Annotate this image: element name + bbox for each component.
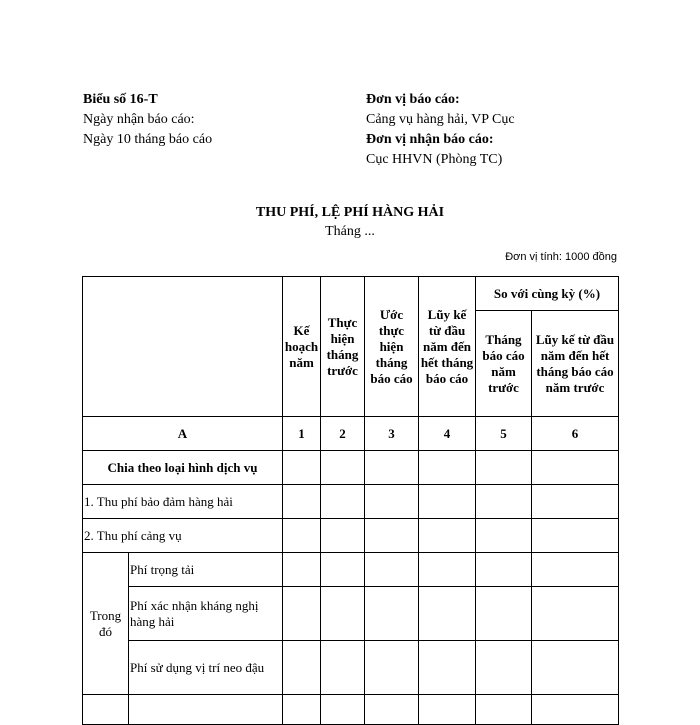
table-cell bbox=[321, 695, 365, 725]
table-cell bbox=[283, 695, 321, 725]
sub-row-label-2: Phí xác nhận kháng nghị hàng hải bbox=[129, 587, 283, 641]
table-cell bbox=[476, 553, 532, 587]
table-cell bbox=[476, 641, 532, 695]
table-cell bbox=[476, 695, 532, 725]
table-cell bbox=[419, 451, 476, 485]
table-cell bbox=[419, 553, 476, 587]
table-cell bbox=[365, 519, 419, 553]
table-cell bbox=[83, 695, 129, 725]
header-left bbox=[83, 90, 212, 150]
col-header-accum: Lũy kế từ đầu năm đến hết tháng báo cáo bbox=[419, 277, 476, 417]
table-cell bbox=[365, 695, 419, 725]
table-cell bbox=[419, 519, 476, 553]
row-label-2: 2. Thu phí cảng vụ bbox=[83, 519, 283, 553]
table-cell bbox=[321, 587, 365, 641]
table-cell bbox=[365, 641, 419, 695]
reporting-unit-value: Cảng vụ hàng hải, VP Cục bbox=[366, 112, 515, 127]
receiving-unit-label: Đơn vị nhận báo cáo: bbox=[366, 132, 494, 147]
table-cell bbox=[283, 587, 321, 641]
table-cell bbox=[283, 641, 321, 695]
reporting-unit-label: Đơn vị báo cáo: bbox=[366, 92, 460, 107]
col-header-compare: So với cùng kỳ (%) bbox=[476, 277, 619, 311]
header-blank-cell bbox=[83, 277, 283, 417]
table-cell bbox=[476, 485, 532, 519]
table-cell bbox=[129, 695, 283, 725]
table-cell bbox=[321, 485, 365, 519]
col-header-plan: Kế hoạch năm bbox=[283, 277, 321, 417]
col-header-compare-accum: Lũy kế từ đầu năm đến hết tháng báo cáo năm trước bbox=[532, 311, 619, 417]
table-cell bbox=[365, 485, 419, 519]
document-title: THU PHÍ, LỆ PHÍ HÀNG HẢI bbox=[255, 205, 445, 220]
table-cell bbox=[532, 695, 619, 725]
table-cell bbox=[532, 553, 619, 587]
table-cell bbox=[321, 451, 365, 485]
row-label-1: 1. Thu phí bảo đảm hàng hải bbox=[83, 485, 283, 519]
form-number: Biểu số 16-T bbox=[83, 92, 158, 107]
table-cell bbox=[365, 587, 419, 641]
table-cell bbox=[283, 485, 321, 519]
table-cell bbox=[283, 553, 321, 587]
col-number-3: 3 bbox=[365, 417, 419, 451]
table-cell bbox=[283, 451, 321, 485]
receive-date-value: Ngày 10 tháng báo cáo bbox=[83, 132, 213, 147]
col-number-2: 2 bbox=[321, 417, 365, 451]
col-header-compare-month: Tháng báo cáo năm trước bbox=[476, 311, 532, 417]
table-cell bbox=[283, 519, 321, 553]
table-cell bbox=[476, 451, 532, 485]
receive-date-label: Ngày nhận báo cáo: bbox=[83, 112, 195, 127]
table-cell bbox=[365, 451, 419, 485]
table-cell bbox=[532, 519, 619, 553]
table-cell bbox=[365, 553, 419, 587]
table-cell bbox=[419, 587, 476, 641]
table-cell bbox=[419, 485, 476, 519]
sub-row-label-1: Phí trọng tải bbox=[129, 553, 283, 587]
unit-note: Đơn vị tính: 1000 đồng bbox=[505, 251, 617, 263]
col-header-estimate: Ước thực hiện tháng báo cáo bbox=[365, 277, 419, 417]
table-cell bbox=[321, 519, 365, 553]
table-cell bbox=[419, 695, 476, 725]
table-cell bbox=[321, 553, 365, 587]
document-month: Tháng ... bbox=[325, 224, 375, 239]
header-right bbox=[366, 90, 515, 170]
fee-table bbox=[82, 276, 619, 725]
table-cell bbox=[321, 641, 365, 695]
table-cell bbox=[532, 451, 619, 485]
col-number-6: 6 bbox=[532, 417, 619, 451]
sub-row-label-3: Phí sử dụng vị trí neo đậu bbox=[129, 641, 283, 695]
col-number-4: 4 bbox=[419, 417, 476, 451]
col-number-1: 1 bbox=[283, 417, 321, 451]
table-cell bbox=[419, 641, 476, 695]
section-title: Chia theo loại hình dịch vụ bbox=[83, 451, 283, 485]
table-cell bbox=[476, 587, 532, 641]
col-number-a: A bbox=[83, 417, 283, 451]
table-cell bbox=[476, 519, 532, 553]
col-header-prev-month: Thực hiện tháng trước bbox=[321, 277, 365, 417]
table-cell bbox=[532, 587, 619, 641]
group-label: Trong đó bbox=[83, 553, 129, 695]
receiving-unit-value: Cục HHVN (Phòng TC) bbox=[366, 152, 503, 167]
table-cell bbox=[532, 641, 619, 695]
col-number-5: 5 bbox=[476, 417, 532, 451]
table-cell bbox=[532, 485, 619, 519]
